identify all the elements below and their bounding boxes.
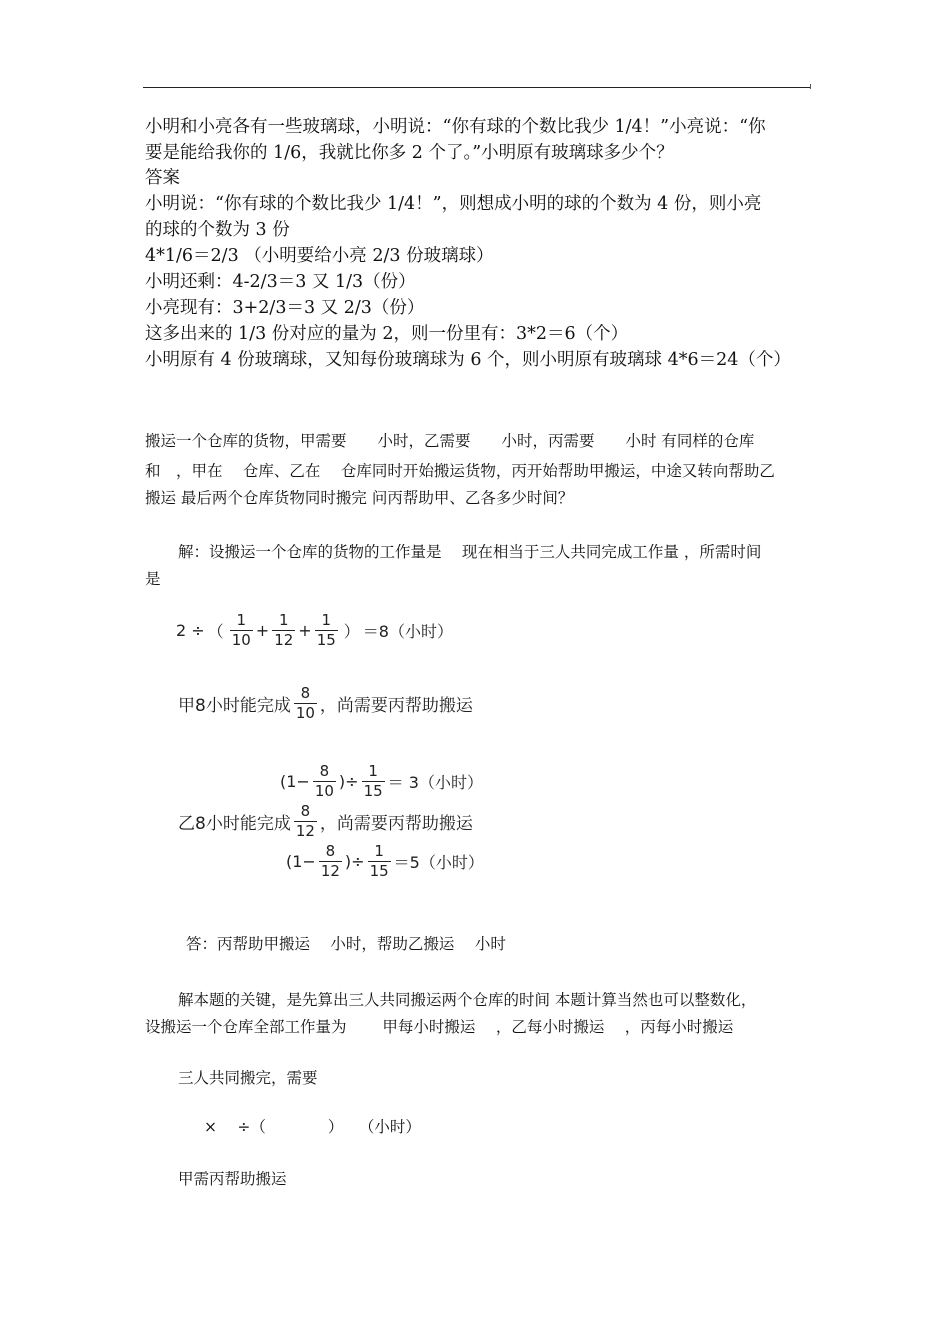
eq1-fraction-1 (230, 611, 253, 650)
eq3-result: ＝5（小时） (393, 853, 484, 872)
header-rule (143, 87, 810, 88)
eq2-a-numerator: 8 (319, 762, 330, 780)
jia-fraction (294, 684, 317, 723)
problem1-solution-line1: 小明说：“你有球的个数比我少 1/4！”，则想成小明的球的个数为 4 份，则小亮 (145, 194, 762, 214)
problem1-solution-line6: 这多出来的 1/3 份对应的量为 2，则一份里有：3*2＝6（个） (145, 324, 629, 344)
jia-numerator: 8 (300, 684, 311, 702)
eq3-b-numerator: 1 (374, 842, 384, 860)
eq1-f1-denominator: 10 (231, 631, 251, 649)
yi-post: ，尚需要丙帮助搬运 (319, 814, 473, 834)
equation-bing-help-yi (286, 842, 484, 881)
key-point-line1: 解本题的关键，是先算出三人共同搬运两个仓库的时间 本题计算当然也可以整数化， (178, 991, 757, 1009)
problem2-question-line2: 和 ，甲在 仓库、乙在 仓库同时开始搬运货物，丙开始帮助甲搬运，中途又转向帮助乙 (145, 462, 775, 480)
eq1-f2-numerator: 1 (278, 611, 289, 629)
jia-denominator: 10 (295, 704, 315, 722)
eq2-fraction-a (313, 762, 336, 801)
problem1-answer-label: 答案 (145, 168, 180, 188)
problem1-question-line1: 小明和小亮各有一些玻璃球，小明说：“你有球的个数比我少 1/4！”小亮说：“你 (145, 117, 766, 137)
problem2-question-line3: 搬运 最后两个仓库货物同时搬完 问丙帮助甲、乙各多少时间？ (145, 489, 574, 507)
together-calc: × ÷（ ） （小时） (204, 1118, 421, 1136)
eq3-fraction-a (319, 842, 342, 881)
problem2-solution-line2: 是 (145, 570, 161, 588)
jia-need-line: 甲需丙帮助搬运 (178, 1170, 287, 1188)
yi-completion-line (178, 802, 473, 841)
yi-numerator: 8 (300, 802, 311, 820)
eq1-lparen: （ (207, 622, 224, 641)
yi-fraction (294, 802, 317, 841)
problem1-solution-line5: 小亮现有：3+2/3＝3 又 2/3（份） (145, 298, 425, 318)
eq3-mid: )÷ (344, 852, 365, 871)
together-line: 三人共同搬完，需要 (178, 1069, 318, 1087)
eq1-plus-1: + (255, 621, 270, 640)
eq2-b-denominator: 15 (363, 782, 383, 800)
eq2-a-denominator: 10 (314, 782, 334, 800)
eq3-b-denominator: 15 (369, 862, 389, 880)
eq1-result: ＝8（小时） (362, 622, 453, 641)
eq3-fraction-b (368, 842, 391, 881)
eq2-result: ＝ 3（小时） (387, 773, 483, 792)
eq2-fraction-b (362, 762, 385, 801)
problem1-question-line2: 要是能给我你的 1/6，我就比你多 2 个了。”小明原有玻璃球多少个？ (145, 143, 674, 163)
yi-denominator: 12 (295, 822, 315, 840)
eq3-a-numerator: 8 (325, 842, 336, 860)
yi-pre: 乙8小时能完成 (178, 814, 291, 834)
problem2-solution-line1: 解：设搬运一个仓库的货物的工作量是 现在相当于三人共同完成工作量 ，所需时间 (178, 543, 762, 561)
eq1-plus-2: + (298, 621, 312, 640)
equation-bing-help-jia (280, 762, 483, 801)
header-rule-tick (810, 84, 811, 89)
problem1-solution-line3: 4*1/6＝2/3 （小明要给小亮 2/3 份玻璃球） (145, 246, 494, 266)
eq3-a-denominator: 12 (320, 862, 340, 880)
jia-post: ，尚需要丙帮助搬运 (319, 696, 473, 716)
eq1-fraction-3 (315, 611, 338, 650)
problem2-answer: 答：丙帮助甲搬运 小时，帮助乙搬运 小时 (186, 935, 506, 953)
eq1-lead: 2 ÷ (176, 621, 205, 640)
jia-pre: 甲8小时能完成 (178, 696, 291, 716)
eq1-fraction-2 (272, 611, 295, 650)
eq2-b-numerator: 1 (368, 762, 378, 780)
problem1-solution-line4: 小明还剩：4-2/3＝3 又 1/3（份） (145, 272, 416, 292)
eq1-f3-denominator: 15 (316, 631, 336, 649)
key-point-line2: 设搬运一个仓库全部工作量为 甲每小时搬运 ，乙每小时搬运 ，丙每小时搬运 (145, 1018, 734, 1036)
eq1-rparen: ） (343, 622, 360, 641)
eq1-f2-denominator: 12 (274, 631, 294, 649)
jia-completion-line (178, 684, 473, 723)
problem2-question-line1: 搬运一个仓库的货物，甲需要 小时，乙需要 小时，丙需要 小时 有同样的仓库 (145, 432, 755, 450)
eq3-open: (1− (286, 852, 316, 871)
eq1-f3-numerator: 1 (321, 611, 331, 629)
eq2-open: (1− (280, 772, 310, 791)
equation-total-time (176, 611, 453, 650)
eq2-mid: )÷ (338, 772, 359, 791)
problem1-solution-line2: 的球的个数为 3 份 (145, 220, 290, 240)
problem1-solution-line7: 小明原有 4 份玻璃球，又知每份玻璃球为 6 个，则小明原有玻璃球 4*6＝24（个） (145, 350, 791, 370)
eq1-f1-numerator: 1 (236, 611, 246, 629)
